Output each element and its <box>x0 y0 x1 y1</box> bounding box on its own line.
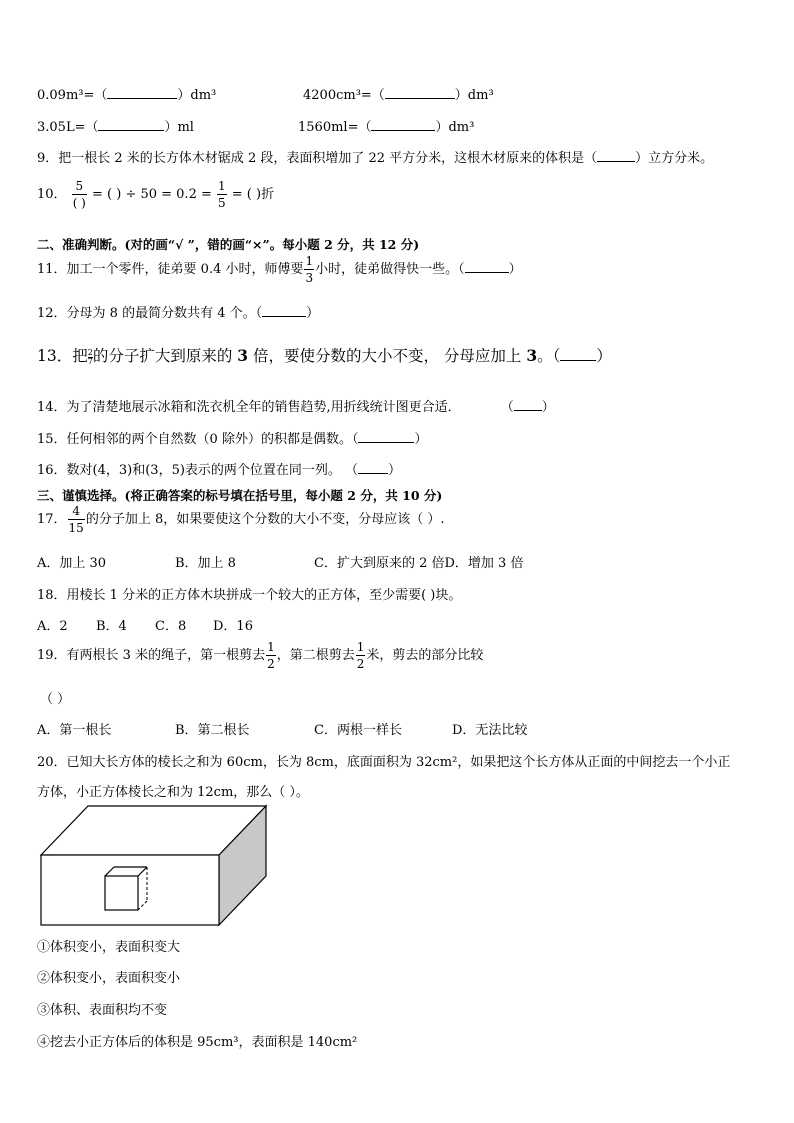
answer-blank[interactable] <box>371 118 435 131</box>
option-c[interactable]: C．两根一样长 <box>314 723 402 738</box>
option-a[interactable]: A．加上 30 <box>37 556 107 571</box>
answer-blank[interactable] <box>358 461 388 474</box>
answer-blank[interactable] <box>597 149 635 162</box>
option-a[interactable]: A．2 <box>37 619 68 634</box>
answer-blank[interactable] <box>560 348 596 361</box>
q20-option-1[interactable]: ①体积变小，表面积变大 <box>37 940 181 955</box>
small-fraction: $\frac{2}{7}$ <box>87 347 93 366</box>
fraction: $\frac{4}{15}$ <box>68 504 84 535</box>
question-13: 13．把 $\frac{2}{7}$ 的分子扩大到原来的 3 倍，要使分数的大小不变， 分母应加上 3。（ ） <box>37 346 612 366</box>
conv-a: 0.09m³=（ ）dm³ <box>37 88 217 103</box>
question-20-line2: 方体，小正方体棱长之和为 12cm，那么（ ）。 <box>37 785 309 800</box>
q20-option-3[interactable]: ③体积、表面积均不变 <box>37 1003 168 1018</box>
q20-option-4[interactable]: ④挖去小正方体后的体积是 95cm³，表面积是 140cm² <box>37 1035 358 1050</box>
answer-blank[interactable] <box>262 304 306 317</box>
question-12: 12．分母为 8 的最简分数共有 4 个。（ ） <box>37 306 320 321</box>
option-b[interactable]: B．4 <box>96 619 127 634</box>
question-16: 16．数对(4，3)和(3，5)表示的两个位置在同一列。 （ ） <box>37 463 402 478</box>
question-19: 19．有两根长 3 米的绳子，第一根剪去 $\frac{1}{2}$ ，第二根剪去 $\frac{1}{2}$ 米，剪去的部分比较 <box>37 640 484 671</box>
fraction: $\frac{5}{( )}$ <box>72 179 86 210</box>
answer-blank[interactable] <box>98 118 164 131</box>
question-14: 14．为了清楚地展示冰箱和洗衣机全年的销售趋势,用折线统计图更合适． （ ） <box>37 400 555 415</box>
question-19-paren: （ ） <box>40 692 71 707</box>
cuboid-front-face <box>41 855 219 925</box>
conv-c: 3.05L=（ ）ml <box>37 120 194 135</box>
fraction: $\frac{1}{3}$ <box>305 254 314 285</box>
q20-option-2[interactable]: ②体积变小，表面积变小 <box>37 971 181 986</box>
answer-blank[interactable] <box>107 86 177 99</box>
question-19-options <box>37 719 527 738</box>
question-18-options <box>37 615 253 634</box>
cuboid-figure <box>38 803 270 929</box>
conv-d: 1560ml=（ ）dm³ <box>298 120 475 135</box>
option-b[interactable]: B．加上 8 <box>175 556 236 571</box>
section-3-heading: 三、谨慎选择。(将正确答案的标号填在括号里，每小题 2 分，共 10 分) <box>37 488 443 503</box>
question-20-line1: 20．已知大长方体的棱长之和为 60cm，长为 8cm，底面面积为 32cm²，如果把这个长方体从正面的中间挖去一个小正 <box>37 755 731 770</box>
option-a[interactable]: A．第一根长 <box>37 723 112 738</box>
answer-blank[interactable] <box>385 86 455 99</box>
answer-blank[interactable] <box>358 430 414 443</box>
section-2-heading: 二、准确判断。(对的画“√ ”，错的画“×”。每小题 2 分，共 12 分) <box>37 237 420 252</box>
option-d[interactable]: D．增加 3 倍 <box>444 556 524 571</box>
question-9: 9．把一根长 2 米的长方体木材锯成 2 段，表面积增加了 22 平方分米，这根木材原来的体积是（ ）立方分米。 <box>37 151 714 166</box>
fraction: $\frac{1}{2}$ <box>356 640 365 671</box>
question-18: 18．用棱长 1 分米的正方体木块拼成一个较大的正方体，至少需要( )块。 <box>37 588 462 603</box>
option-c[interactable]: C．8 <box>155 619 187 634</box>
answer-blank[interactable] <box>514 398 542 411</box>
question-11: 11．加工一个零件，徒弟要 0.4 小时，师傅要 $\frac{1}{3}$ 小时，徒弟做得快一些。（ ） <box>37 254 522 285</box>
option-b[interactable]: B．第二根长 <box>175 723 250 738</box>
conv-b: 4200cm³=（ ）dm³ <box>303 88 494 103</box>
question-15: 15．任何相邻的两个自然数（0 除外）的积都是偶数。（ ） <box>37 432 428 447</box>
question-10: 10． $\frac{5}{( )}$ = ( ) ÷ 50 = 0.2 = $\frac{1}{5}$ = ( )折 <box>37 179 275 210</box>
option-d[interactable]: D．无法比较 <box>452 723 528 738</box>
fraction: $\frac{1}{2}$ <box>267 640 275 671</box>
question-17-options <box>37 552 523 571</box>
fraction: $\frac{1}{5}$ <box>218 179 226 210</box>
answer-blank[interactable] <box>465 260 509 273</box>
option-d[interactable]: D．16 <box>213 619 253 634</box>
option-c[interactable]: C．扩大到原来的 2 倍 <box>314 556 445 571</box>
question-17: 17． $\frac{4}{15}$ 的分子加上 8，如果要使这个分数的大小不变，分母应该（ ）. <box>37 504 445 535</box>
